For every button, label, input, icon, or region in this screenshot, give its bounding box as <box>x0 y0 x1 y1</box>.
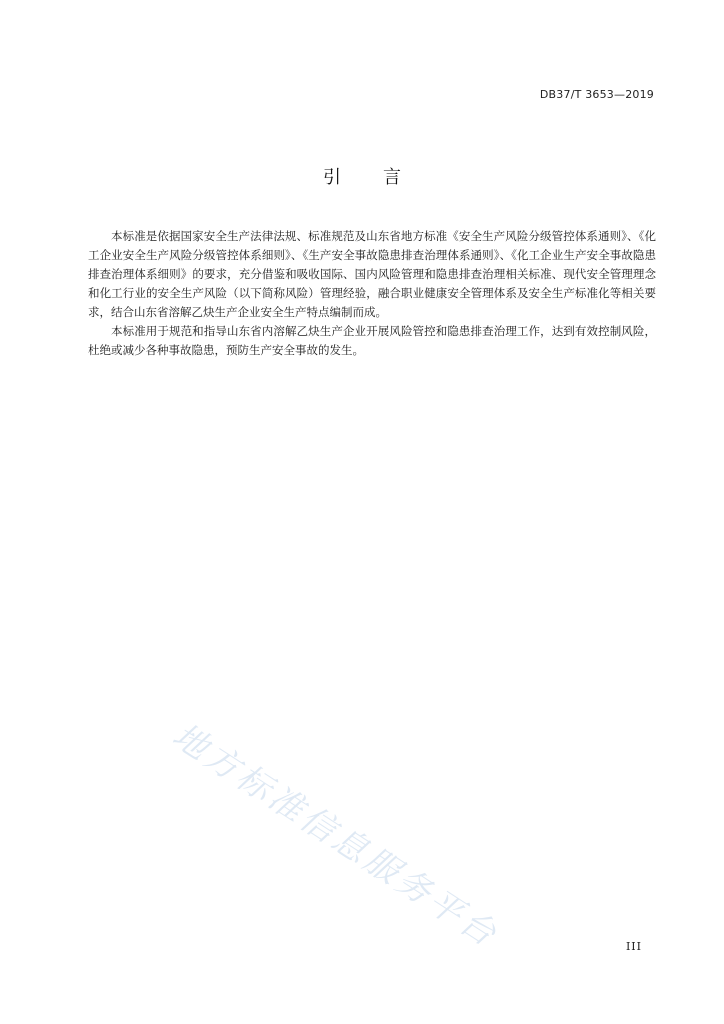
standard-code: DB37/T 3653—2019 <box>539 88 654 101</box>
section-title: 引言 <box>323 167 443 188</box>
body-text <box>88 227 656 360</box>
page-number: III <box>625 940 642 953</box>
paragraph: 本标准是依据国家安全生产法律法规、标准规范及山东省地方标准《安全生产风险分级管控体系通则》、《化工企业安全生产风险分级管控体系细则》、《生产安全事故隐患排查治理体系通则》、《化工企业生产安全事故隐患排查治理体系细则》的要求，充分借鉴和吸收国际、国内风险管理和隐患排查治理相关标准、现代安全管理理念和化工行业的安全生产风险（以下简称风险）管理经验，融合职业健康安全管理体系及安全生产标准化等相关要求，结合山东省溶解乙炔生产企业安全生产特点编制而成。 <box>88 229 656 319</box>
watermark: 地方标准信息服务平台 <box>165 715 506 957</box>
paragraph: 本标准用于规范和指导山东省内溶解乙炔生产企业开展风险管控和隐患排查治理工作，达到有效控制风险，杜绝或减少各种事故隐患，预防生产安全事故的发生。 <box>88 324 656 357</box>
